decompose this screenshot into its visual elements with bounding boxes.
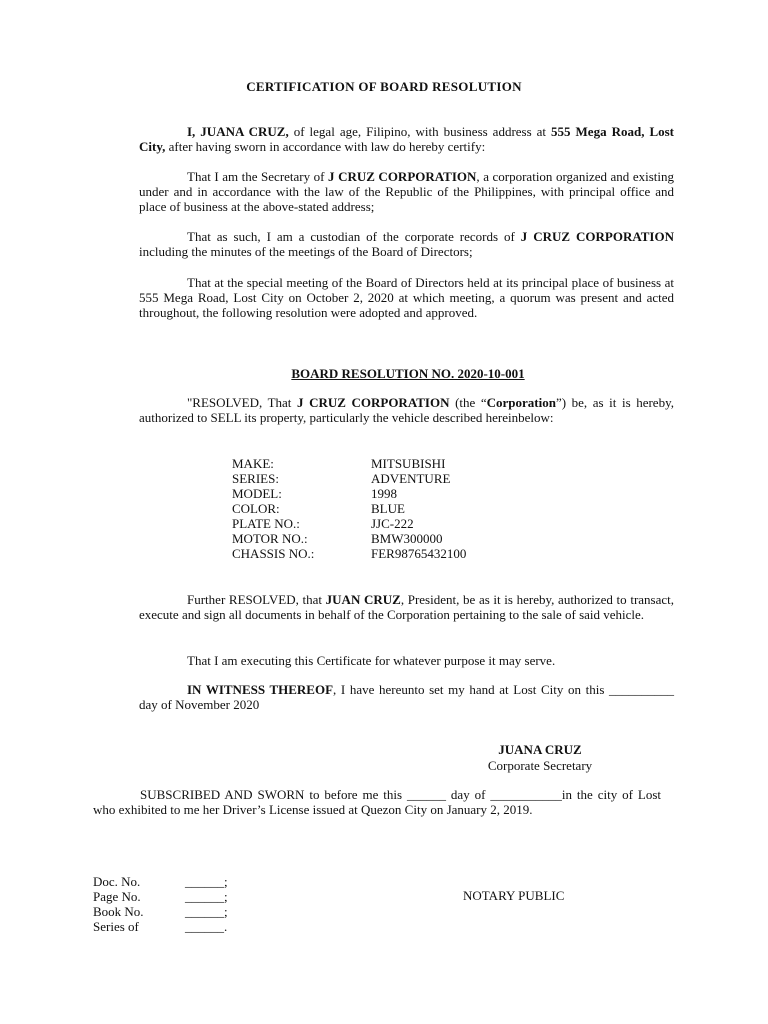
paragraph-text: That as such, I am a custodian of the corporate records of (187, 229, 521, 244)
vehicle-row (232, 516, 466, 531)
register-row (93, 874, 228, 889)
paragraph-jurat: SUBSCRIBED AND SWORN to before me this ______ day of ___________in the city of Lost who exhibited to me her Driver’s License issued at Quezon City on January 2, 2019. (93, 787, 661, 817)
corporation-name: J CRUZ CORPORATION (520, 229, 674, 244)
paragraph-text: , I have hereunto set my hand at Lost City on this __________ day of November 2020 (139, 682, 675, 712)
paragraph-purpose: That I am executing this Certificate for whatever purpose it may serve. (187, 653, 556, 668)
vehicle-label: CHASSIS NO.: (232, 546, 315, 561)
paragraph-meeting: That at the special meeting of the Board of Directors held at its principal place of business at 555 Mega Road, Lost City on October 2, 2020 at which meeting, a quorum was present and acted throughout, the following resolution were adopted and approved. (139, 275, 674, 320)
register-blank: ______; (185, 874, 228, 889)
register-label: Book No. (93, 904, 144, 919)
paragraph-further-resolved (139, 592, 674, 622)
register-label: Doc. No. (93, 874, 141, 889)
paragraph-text: after having sworn in accordance with law do hereby certify: (165, 139, 486, 154)
vehicle-value: FER98765432100 (371, 546, 467, 561)
signatory-name: JUANA CRUZ (498, 742, 582, 757)
signatory-position: Corporate Secretary (487, 758, 593, 773)
resolution-heading: BOARD RESOLUTION NO. 2020-10-001 (291, 366, 525, 381)
paragraph-affiant (139, 124, 674, 154)
register-row (93, 904, 228, 919)
notarial-register (93, 874, 228, 934)
vehicle-value: MITSUBISHI (371, 456, 446, 471)
vehicle-row (232, 531, 466, 546)
vehicle-label: MOTOR NO.: (232, 531, 308, 546)
register-row (93, 919, 228, 934)
vehicle-label: SERIES: (232, 471, 279, 486)
business-address: 555 Mega Road, Lost City, (139, 124, 675, 154)
paragraph-text: "RESOLVED, That (187, 395, 297, 410)
paragraph-text: Further RESOLVED, that (187, 592, 326, 607)
vehicle-label: MAKE: (232, 456, 274, 471)
paragraph-witness (139, 682, 674, 712)
vehicle-label: PLATE NO.: (232, 516, 300, 531)
register-blank: ______; (185, 904, 228, 919)
vehicle-value: ADVENTURE (371, 471, 451, 486)
vehicle-value: 1998 (371, 486, 397, 501)
corporation-name: J CRUZ CORPORATION (297, 395, 450, 410)
document-title: CERTIFICATION OF BOARD RESOLUTION (246, 79, 522, 94)
corporation-name: J CRUZ CORPORATION (328, 169, 477, 184)
president-name: JUAN CRUZ (325, 592, 401, 607)
affiant-name: I, JUANA CRUZ, (187, 124, 289, 139)
vehicle-value: BMW300000 (371, 531, 443, 546)
paragraph-text: ”) be, as it is hereby, authorized to SELL its property, particularly the vehicle described hereinbelow: (139, 395, 674, 425)
vehicle-row (232, 471, 466, 486)
vehicle-row (232, 456, 466, 471)
vehicle-value: BLUE (371, 501, 405, 516)
vehicle-label: MODEL: (232, 486, 282, 501)
register-row (93, 889, 228, 904)
paragraph-text: , President, be as it is hereby, authorized to transact, execute and sign all documents in behalf of the Corporation pertaining to the sale of said vehicle. (139, 592, 674, 622)
register-blank: ______; (185, 889, 228, 904)
vehicle-row (232, 486, 466, 501)
register-blank: ______. (185, 919, 228, 934)
paragraph-text: , a corporation organized and existing under and in accordance with the law of the Republic of the Philippines, with principal office and place of business at the above-stated address; (139, 169, 674, 214)
paragraph-custodian (139, 229, 674, 259)
paragraph-text: That I am the Secretary of (187, 169, 329, 184)
vehicle-row (232, 546, 466, 561)
register-label: Page No. (93, 889, 141, 904)
vehicle-details (232, 456, 466, 561)
vehicle-value: JJC-222 (371, 516, 414, 531)
paragraph-text: (the “ (449, 395, 487, 410)
paragraph-text: including the minutes of the meetings of the Board of Directors; (139, 244, 473, 259)
vehicle-row (232, 501, 466, 516)
corporation-short-name: Corporation (486, 395, 556, 410)
paragraph-text: of legal age, Filipino, with business address at (288, 124, 552, 139)
notary-public-label: NOTARY PUBLIC (463, 888, 565, 903)
witness-heading: IN WITNESS THEREOF (187, 682, 334, 697)
register-label: Series of (93, 919, 139, 934)
vehicle-label: COLOR: (232, 501, 280, 516)
paragraph-secretary (139, 169, 674, 214)
paragraph-resolved (139, 395, 674, 425)
